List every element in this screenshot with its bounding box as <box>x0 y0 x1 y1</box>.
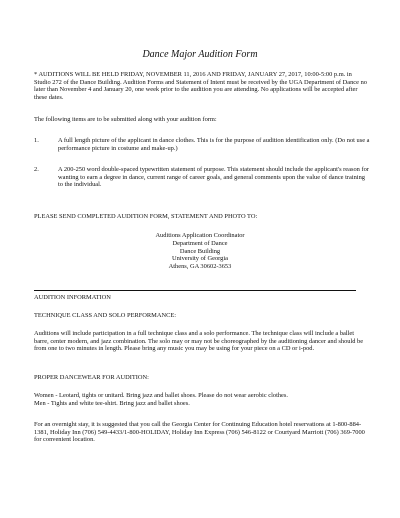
mailing-address <box>0 232 400 271</box>
audition-info-heading: AUDITION INFORMATION <box>34 294 111 301</box>
list-item-number: 1. <box>34 137 39 144</box>
technique-paragraph: Auditions will include participation in a full technique class and a solo performance. The technique class will include a ballet barre, center modern, and jazz combination. The solo may or may not be choreographed by the auditioning dancer and should be from one to two minutes in length. Please bring any music you may be using for your piece on a CD or i-pod. <box>34 330 364 353</box>
send-heading: PLEASE SEND COMPLETED AUDITION FORM, STATEMENT AND PHOTO TO: <box>34 213 258 220</box>
address-line: Department of Dance <box>172 239 228 247</box>
address-line: Athens, GA 30602-3653 <box>168 263 232 271</box>
audition-dates-notice: * AUDITIONS WILL BE HELD FRIDAY, NOVEMBER 11, 2016 AND FRIDAY, JANUARY 27, 2017, 10:00-5:00 p.m. in Studio 272 of the Dance Building. Audition Forms and Statement of Intent must be received by the UGA Department of Dance no later than November 4 and January 20, one week prior to the audition you are attending. No applications will be accepted after these dates. <box>34 71 367 101</box>
dancewear-list <box>34 392 370 407</box>
dancewear-heading: PROPER DANCEWEAR FOR AUDITION: <box>34 374 149 381</box>
dancewear-women: Women - Leotard, tights or unitard. Bring jazz and ballet shoes. Please do not wear aerobic clothes. <box>34 392 288 399</box>
page-title: Dance Major Audition Form <box>142 49 258 60</box>
overnight-paragraph: For an overnight stay, it is suggested that you call the Georgia Center for Continuing Education hotel reservations at 1-800-884-1381, Holiday Inn (706) 549-4433/1-800-HOLIDAY, Holiday Inn Express (706) 546-8122 or Courtyard Marriott (706) 369-7000 for convenient location. <box>34 421 365 444</box>
list-item-number: 2. <box>34 166 39 173</box>
list-item-text: A full length picture of the applicant in dance clothes. This is for the purpose of audition identification only. (Do not use a performance picture in costume and make-up.) <box>58 137 370 152</box>
list-item-text: A 200-250 word double-spaced typewritten statement of purpose. This statement should include the applicant's reason for wanting to earn a degree in dance, current range of career goals, and general comments upon the value of dance training to the individual. <box>58 166 369 189</box>
submission-intro: The following items are to be submitted along with your audition form: <box>34 116 217 123</box>
address-line: University of Georgia <box>172 255 228 263</box>
address-line: Auditions Application Coordinator <box>155 232 245 239</box>
dancewear-men: Men - Tights and white tee-shirt. Bring jazz and ballet shoes. <box>34 399 190 407</box>
technique-heading: TECHNIQUE CLASS AND SOLO PERFORMANCE: <box>34 312 177 319</box>
section-divider <box>34 290 356 291</box>
address-line: Dance Building <box>179 247 221 255</box>
